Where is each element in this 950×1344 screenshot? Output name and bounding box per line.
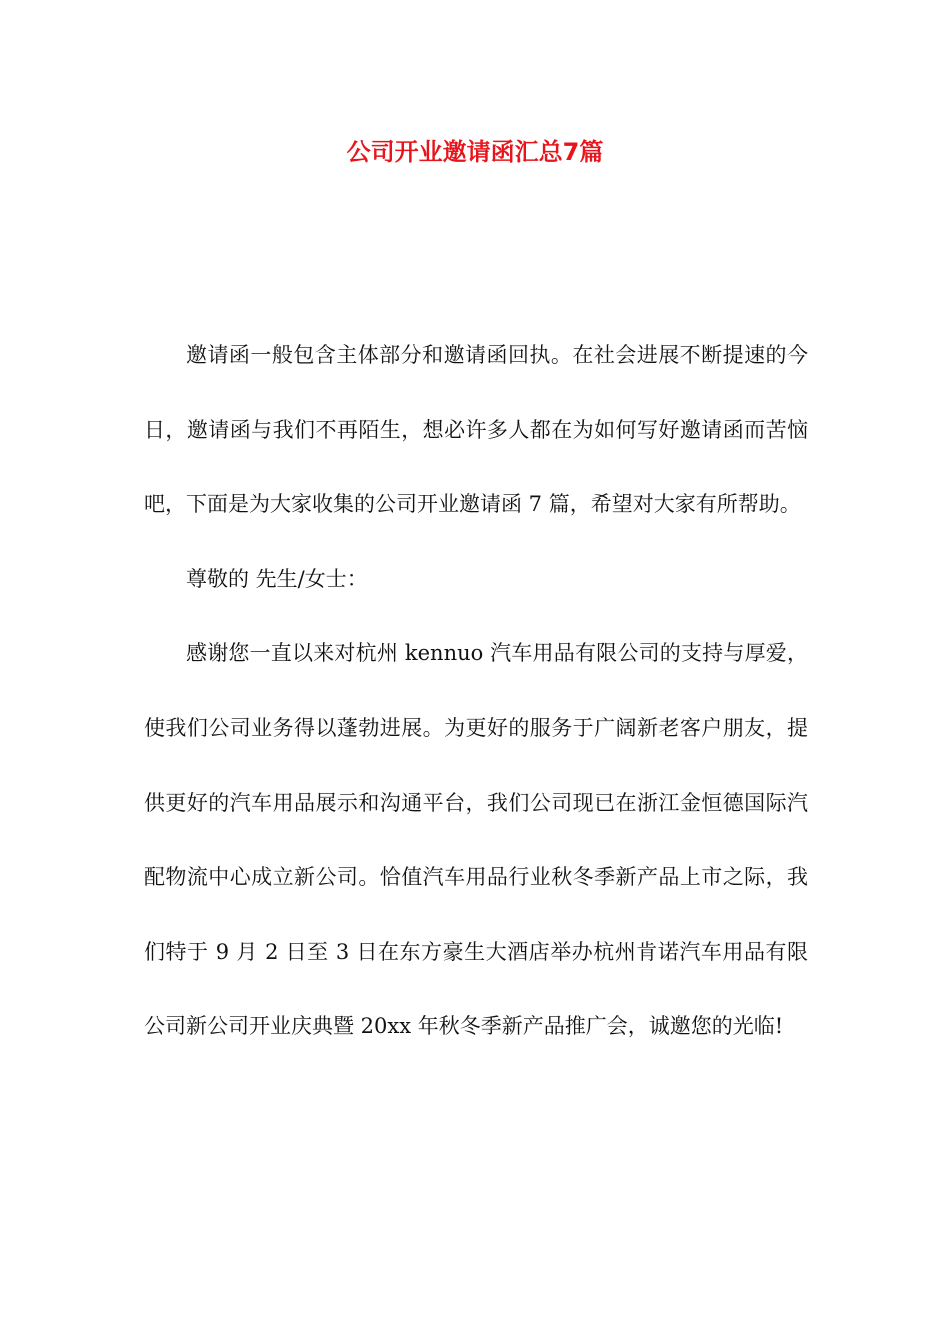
invitation-paragraph: 感谢您一直以来对杭州 kennuo 汽车用品有限公司的支持与厚爱，使我们公司业务得以蓬勃进展。为更好的服务于广阔新老客户朋友，提供更好的汽车用品展示和沟通平台，我们公司现已在浙江金恒德国际汽配物流中心成立新公司。恰值汽车用品行业秋冬季新产品上市之际，我们特于 9 月 2 日至 3 日在东方豪生大酒店举办杭州肯诺汽车用品有限公司新公司开业庆典暨 20xx 年秋冬季新产品推广会，诚邀您的光临! [144, 641, 808, 1039]
intro-paragraph: 邀请函一般包含主体部分和邀请函回执。在社会进展不断提速的今日，邀请函与我们不再陌生，想必许多人都在为如何写好邀请函而苦恼吧，下面是为大家收集的公司开业邀请函 7 篇，希望对大家有所帮助。 [144, 343, 808, 517]
document-title: 公司开业邀请函汇总7篇 [346, 138, 604, 166]
salutation-paragraph: 尊敬的 先生/女士： [186, 566, 368, 591]
document-body [144, 318, 808, 1064]
